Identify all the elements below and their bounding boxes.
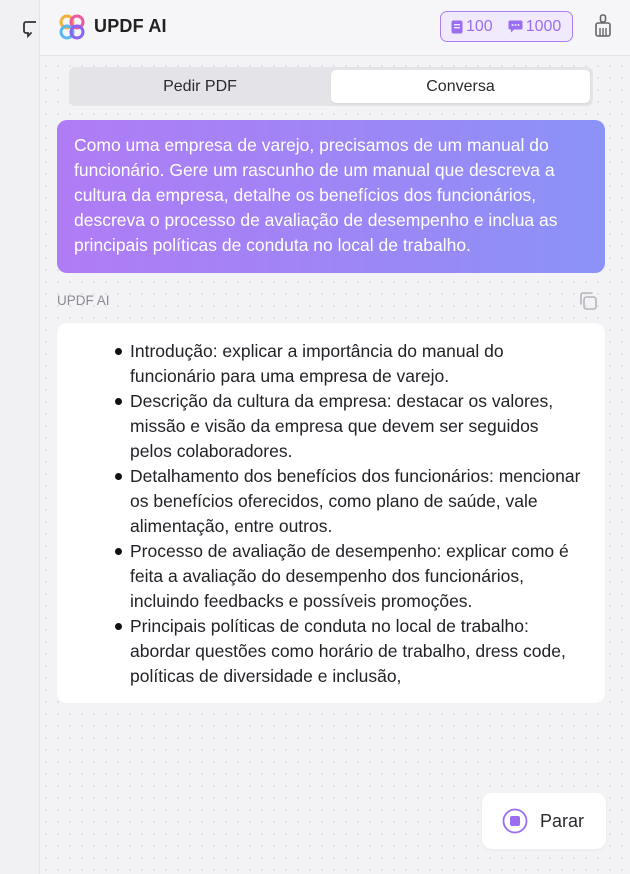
stop-button-label: Parar <box>540 810 585 831</box>
updf-logo-icon <box>59 14 85 40</box>
tab-chat[interactable]: Conversa <box>331 70 590 103</box>
chat-quota-count: 1000 <box>525 17 562 35</box>
list-item: Principais políticas de conduta no local de trabalho: abordar questões como horário de trabalho, dress code, políticas de diversidade e inclusão, <box>115 614 585 689</box>
ai-sender-label: UPDF AI <box>57 293 110 308</box>
ai-response-bubble <box>57 323 605 703</box>
list-item: Processo de avaliação de desempenho: explicar como é feita a avaliação do desempenho dos funcionários, incluindo feedbacks e possíveis promoções. <box>115 539 585 614</box>
list-item: Descrição da cultura da empresa: destacar os valores, missão e visão da empresa que devem ser seguidos pelos colaboradores. <box>115 389 585 464</box>
app-title: UPDF AI <box>94 16 167 36</box>
document-icon <box>451 20 463 34</box>
copy-icon[interactable] <box>577 290 599 312</box>
mode-tabs <box>69 67 593 106</box>
panel-header <box>40 0 630 56</box>
usage-quota-badge[interactable] <box>440 11 573 42</box>
ai-response-list <box>115 339 585 689</box>
pdf-quota <box>451 18 493 36</box>
tab-ask-pdf[interactable]: Pedir PDF <box>163 77 237 95</box>
stop-button[interactable] <box>482 793 606 849</box>
left-sidebar-strip <box>0 0 40 874</box>
chat-bubble-icon <box>508 20 523 33</box>
stop-icon <box>502 808 528 834</box>
list-item: Detalhamento dos benefícios dos funcionários: mencionar os benefícios oferecidos, como plano de saúde, vale alimentação, entre outros. <box>115 464 585 539</box>
user-message-bubble: Como uma empresa de varejo, precisamos de um manual do funcionário. Gere um rascunho de um manual que descreva a cultura da empresa, detalhe os benefícios dos funcionários, descreva o processo de avaliação de desempenho e inclua as principais políticas de conduta no local de trabalho. <box>57 120 605 273</box>
list-item: Introdução: explicar a importância do manual do funcionário para uma empresa de varejo. <box>115 339 585 389</box>
ai-assistant-panel <box>40 0 630 874</box>
chat-quota <box>508 18 562 36</box>
chat-icon[interactable] <box>22 18 36 38</box>
pdf-quota-count: 100 <box>466 17 493 35</box>
brush-icon[interactable] <box>594 14 612 38</box>
